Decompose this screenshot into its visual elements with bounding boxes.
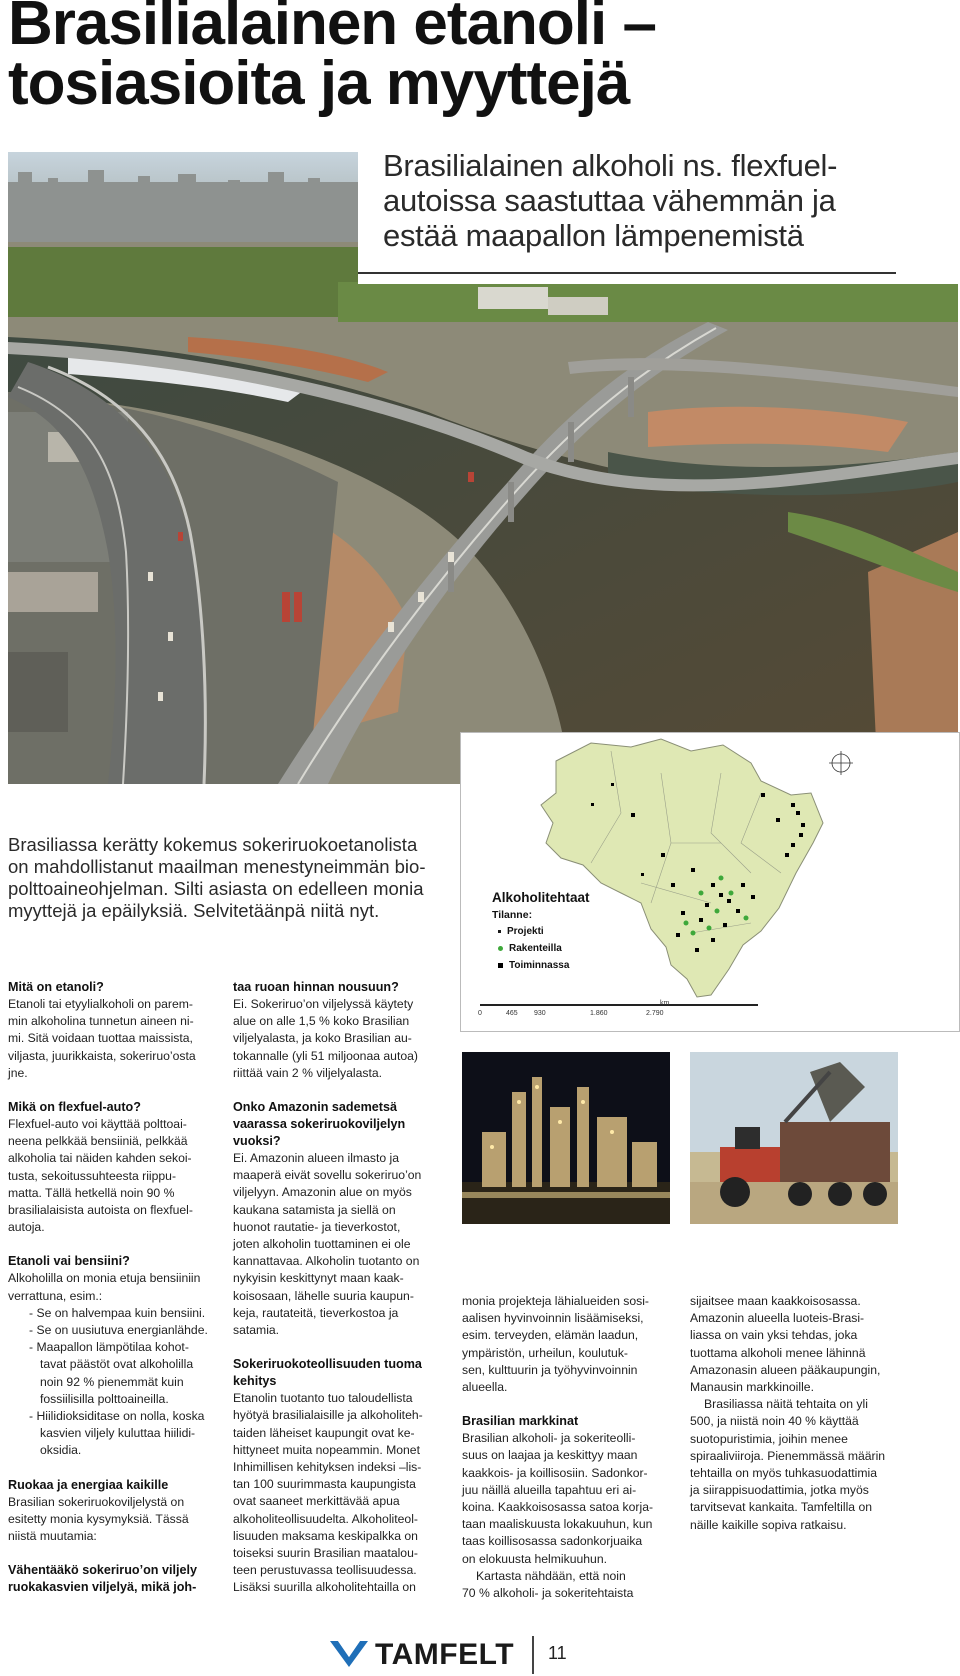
legend-item-rakenteilla: Rakenteilla [498, 943, 562, 954]
article-subtitle [383, 148, 923, 253]
title-line-2: tosiasioita ja myyttejä [8, 49, 630, 118]
map-status-label: Tilanne: [492, 909, 533, 921]
scale-label: 2.790 [646, 1010, 664, 1017]
heading-brasilian-markkinat: Brasilian markkinat [462, 1414, 579, 1429]
tamfelt-logo-icon [328, 1637, 370, 1672]
scale-label: 0 [478, 1010, 482, 1017]
subtitle-line-2: autoissa saastuttaa vähemmän ja [383, 183, 836, 218]
intro-paragraph: Brasiliassa kerätty kokemus sokeriruokoetanolista on mahdollistanut maailman menestyneimmän bio- polttoaineohjelman. Silti asiasta on edelleen monia myyttejä ja epäilyksiä. Selvitetäänpä niitä nyt. [8, 834, 426, 921]
column-1: Mitä on etanoli? Etanoli tai etyylialkoholi on parem- min alkoholina tunnetun aineen ni- mi. Sitä voidaan tuottaa maissista, viljasta, juurikkaista, sokeriruo’osta jne. Mikä on flexfuel-auto? Flexfuel-auto voi käyttää polttoai- neena pelkkää bensiiniä, pelkkää alkoholia tai näiden kahden sekoi- tusta, sekoitussuhteesta riippu- matta. Tällä hetkellä noin 90 % brasilialaisista autoista on flexfuel- autoja. Etanoli vai bensiini? Alkoholilla on monia etuja bensiiniin verrattuna, esim.: - Se on halvempaa kuin bensiini. - Se on uusiutuva energianlähde. - Maapallon lämpötilaa kohot- tavat päästöt ovat alkoholilla noin 92 % pienemmät kuin fossiilisilla polttoaineilla. - Hiilidioksiditase on nolla, koska kasvien viljely kuluttaa hiilidi- oksidia. Ruokaa ja energiaa kaikille Brasilian sokeriruokoviljelystä on esitetty monia kysymyksiä. Tässä niistä muutamia: Vähentääkö sokeriruo’on viljely ruokakasvien viljelyä, mikä joh- [8, 979, 218, 1596]
article-title [8, 0, 948, 118]
legend-item-toiminnassa: Toiminnassa [498, 960, 569, 971]
subtitle-line-3: estää maapallon lämpenemistä [383, 218, 804, 253]
legend-dot-icon [498, 930, 501, 933]
heading-kehitys: Sokeriruokoteollisuuden tuoma [233, 1357, 422, 1372]
heading-ruoan-hinta: taa ruoan hinnan nousuun? [233, 980, 399, 994]
heading-flexfuel: Mikä on flexfuel-auto? [8, 1100, 141, 1115]
list-item: - Se on uusiutuva energianlähde. [29, 1323, 208, 1338]
page-number: 11 [548, 1643, 567, 1663]
scale-unit: km [660, 1000, 670, 1007]
scale-label: 465 [506, 1010, 518, 1017]
heading-vahentaako: Vähentääkö sokeriruo’on viljely [8, 1563, 197, 1578]
map-scale-bar [480, 1004, 758, 1006]
map-title: Alkoholitehtaat [492, 890, 590, 905]
heading-mita-on-etanoli: Mitä on etanoli? [8, 980, 104, 994]
subtitle-line-1: Brasilialainen alkoholi ns. flexfuel- [383, 148, 838, 183]
list-item: - Hiilidioksiditase on nolla, koska [29, 1409, 205, 1424]
column-3: monia projekteja lähialueiden sosi- aalisen hyvinvoinnin lisäämiseksi, esim. terveyden, elämän laadun, ympäristön, urheilun, koulutuk- sen, kulttuurin ja työhyvinvoinnin alueella. Brasilian markkinat Brasilian alkoholi- ja sokeriteolli- suus on laajaa ja keskittyy maan kaakkois- ja koillisosiin. Sadonkor- juu näillä alueilla tapahtuu eri ai- koina. Kaakkoisosassa satoa korja- taan maaliskuusta lokakuuhun, kun taas koillisosassa sadonkorjuaika on elokuusta helmikuuhun. Kartasta nähdään, että noin 70 % alkoholi- ja sokeritehtaista [462, 1293, 677, 1602]
brand-name: TAMFELT [375, 1638, 515, 1671]
brazil-factories-map [460, 732, 960, 1032]
heading-etanoli-vai-bensiini: Etanoli vai bensiini? [8, 1254, 130, 1269]
brazil-map-graphic [461, 733, 959, 1031]
heading-amazon: Onko Amazonin sademetsä [233, 1100, 397, 1115]
subtitle-rule [358, 272, 896, 274]
list-item: - Maapallon lämpötilaa kohot- [29, 1340, 189, 1355]
legend-dot-icon [498, 946, 503, 951]
column-2: taa ruoan hinnan nousuun? Ei. Sokeriruo’on viljelyssä käytety alue on alle 1,5 % koko Brasilian viljelyalasta, ja koko Brasilian au- tokannalle (yli 51 miljoonaa autoa) riittää vain 2 % viljelyalasta. Onko Amazonin sademetsä vaarassa sokeriruokoviljelyn vuoksi? Ei. Amazonin alueen ilmasto ja maaperä eivät sovellu sokeriruo’on viljelyyn. Amazonin alue on myös kaukana satamista ja siellä on huonot rautatie- ja tieverkostot, joten alkoholin tuottaminen ei ole kannattavaa. Alkoholin tuotanto on nykyisin keskittynyt maan kaak- koisosaan, lähelle suuria kaupun- keja, rautateitä, tieverkostoa ja satamia. Sokeriruokoteollisuuden tuoma kehitys Etanolin tuotanto tuo taloudellista hyötyä brasilialaisille ja alkoholiteh- taiden läheiset kaupungit ovat ke- hittyneet muita nopeammin. Monet Inhimillisen kehityksen indeksi –lis- tan 100 suurimmasta kaupungista ovat saaneet merkittävää apua alkoholiteollisuudelta. Alkoholiteol- lisuuden maksama keskipalkka on toiseksi suurin Brasilian maatalou- teen perustuvassa teollisuudessa. Lisäksi suurilla alkoholitehtailla on [233, 979, 448, 1597]
legend-square-icon [498, 963, 503, 968]
scale-label: 1.860 [590, 1010, 608, 1017]
footer-separator [532, 1636, 534, 1674]
legend-item-projekti: Projekti [498, 926, 544, 937]
sugarcane-tractor-photo [690, 1052, 898, 1224]
refinery-night-photo [462, 1052, 670, 1224]
list-item: - Se on halvempaa kuin bensiini. [29, 1305, 206, 1320]
column-4: sijaitsee maan kaakkoisosassa. Amazonin alueella luoteis-Brasi- liassa on vain yksi tehdas, joka tuottama alkoholi menee lähinnä Amazonasin alueen pääkaupungin, Manausin markkinoille. Brasiliassa näitä tehtaita on yli 500, ja niistä noin 40 % käyttää suotopuristimia, joihin menee spiraaliviiroja. Pienemmässä määrin tehtailla on myös tuhkasuodattimia ja siirappisuodattimia, jotka myös tarvitsevat kankaita. Tamfeltilla on näille kaikille sopiva ratkaisu. [690, 1294, 886, 1532]
scale-label: 930 [534, 1010, 546, 1017]
heading-ruokaa-ja-energiaa: Ruokaa ja energiaa kaikille [8, 1477, 169, 1492]
title-line-1: Brasilialainen etanoli – [8, 0, 656, 58]
